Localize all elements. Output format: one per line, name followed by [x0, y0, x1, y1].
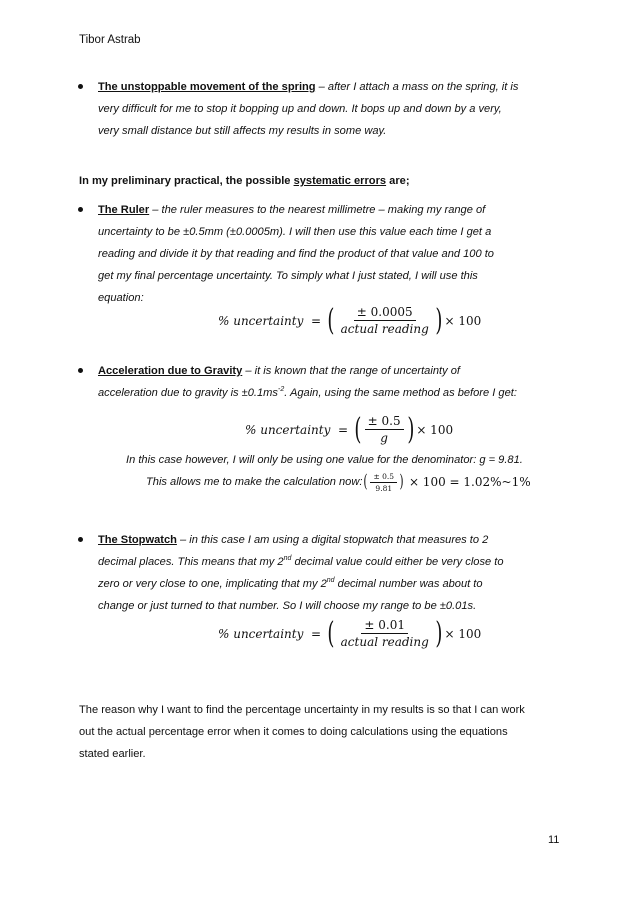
paragraph-line: out the actual percentage error when it comes to doing calculations using the equations	[79, 726, 508, 738]
systematic-errors-heading: In my preliminary practical, the possible systematic errors are;	[79, 175, 410, 187]
gravity-calculation: This allows me to make the calculation now: ( $\frac{\pm 0.5}{9.81}$ ) × 100 = 1.02%~1%	[146, 471, 531, 493]
bullet-text: reading and divide it by that reading and find the product of that value and 100 to	[98, 248, 494, 260]
bullet-text: very small distance but still affects my results in some way.	[98, 125, 387, 137]
bullet-dot	[78, 537, 83, 542]
bullet-text: – it is known that the range of uncertainty of	[242, 365, 460, 377]
bullet-text: uncertainty to be ±0.5mm (±0.0005m). I will then use this value each time I get a	[98, 226, 492, 238]
bullet-text: very difficult for me to stop it bopping up and down. It bops up and down by a very,	[98, 103, 502, 115]
conclusion-paragraph	[79, 699, 569, 765]
bullet-dot	[78, 207, 83, 212]
equation-stopwatch: % uncertainty = ( $\frac{\pm 0.01}{\text{actual reading}}$ ) × 100	[218, 615, 482, 651]
gravity-note-line: In this case however, I will only be using one value for the denominator: g = 9.81.	[126, 454, 523, 466]
bullet-text: – the ruler measures to the nearest millimetre – making my range of	[149, 204, 486, 216]
gravity-note-line: This allows me to make the calculation now:	[146, 476, 363, 488]
bullet-text: – in this case I am using a digital stopwatch that measures to 2	[176, 534, 489, 546]
bullet-text: get my final percentage uncertainty. To simply what I just stated, I will use this	[98, 270, 478, 282]
paragraph-line: The reason why I want to find the percentage uncertainty in my results is so that I can work	[79, 704, 525, 716]
paragraph-line: stated earlier.	[79, 748, 146, 760]
bullet-text: – after I attach a mass on the spring, it is	[315, 81, 519, 93]
equation-gravity: % uncertainty = ( $\frac{\pm 0.5}{g}$ ) × 100	[245, 411, 454, 447]
bullet-stopwatch	[98, 529, 568, 617]
page-header-author: Tibor Astrab	[79, 34, 141, 46]
bullet-spring-movement	[98, 76, 568, 142]
bullet-text: acceleration due to gravity is $\pm 0.1ms^{-2}$. Again, using the same method as before I get:	[98, 386, 517, 399]
bullet-lead: The Stopwatch	[98, 534, 177, 546]
bullet-lead: The Ruler	[98, 204, 150, 216]
bullet-text: zero or very close to one, implicating that my 2nd decimal number was about to	[98, 577, 483, 590]
bullet-ruler	[98, 199, 568, 309]
bullet-text: change or just turned to that number. So I will choose my range to be ±0.01s.	[98, 600, 477, 612]
equation-ruler: % uncertainty = ( $\frac{\pm 0.0005}{\text{actual reading}}$ ) × 100	[218, 302, 482, 338]
page-number: 11	[548, 834, 560, 846]
bullet-gravity	[98, 360, 568, 404]
bullet-text: equation:	[98, 292, 144, 304]
bullet-dot	[78, 84, 83, 89]
bullet-dot	[78, 368, 83, 373]
bullet-lead: The unstoppable movement of the spring	[98, 81, 316, 93]
bullet-lead: Acceleration due to Gravity	[98, 365, 243, 377]
bullet-text: decimal places. This means that my 2nd decimal value could either be very close to	[98, 555, 504, 568]
